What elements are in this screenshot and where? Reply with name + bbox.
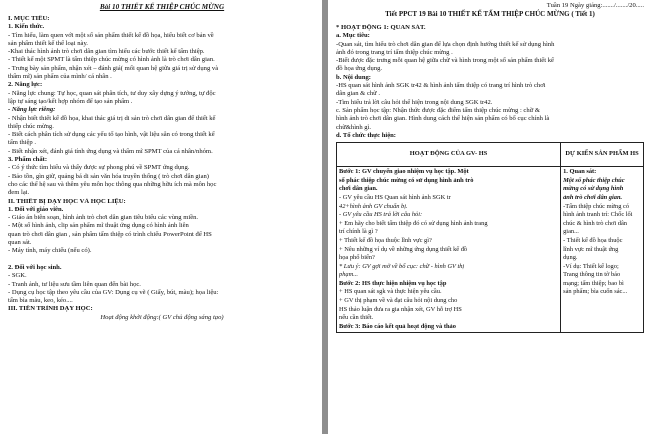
text-line: - Máy tính, máy chiếu (nếu có). <box>8 247 92 255</box>
text-line: Bước 1: GV chuyển giao nhiệm vụ học tập. Một <box>339 168 469 176</box>
text-line: Bước 3: Báo cáo kết quả hoạt động và thảo <box>339 322 456 330</box>
text-line: chúc & hình trò chơi dân <box>563 219 628 227</box>
col-product-header: DỰ KIẾN SẢN PHẨM HS <box>561 143 644 167</box>
text-line: cho các thế hệ sau và thêm yêu môn học thông qua những hữu ích mà môn học <box>8 180 217 188</box>
text-line: - Biết nhận xét, đánh giá tính ứng dụng và thẩm mĩ SPMT của cá nhân/nhóm. <box>8 147 213 155</box>
text-line: mạng; tấm thiệp; bao bì <box>563 279 624 287</box>
left-body <box>8 15 316 322</box>
text-line: 42+hình ảnh GV chuẩn bị. <box>339 202 408 210</box>
lesson-header: Tiết PPCT 19 Bài 10 THIẾT KẾ TẤM THIỆP CHÚC MỪNG ( Tiết 1) <box>385 10 595 18</box>
text-line: - Năng lực chung: Tự học, quan sát phân tích, tư duy xây dựng ý tưởng, tự độc <box>8 89 216 97</box>
text-line: + GV thị phạm về và đạt câu hỏi nội dung cho <box>339 297 458 305</box>
text-line: sản phẩm; bìa cuốn sác... <box>563 288 628 296</box>
text-line: + Nêu những ví dụ về những ứng dụng thiết kế đồ <box>339 245 468 253</box>
text-line: trí chính là gì ? <box>339 228 378 236</box>
activity-table <box>336 142 644 333</box>
text-line: lập tự sáng tạo/kết hợp nhóm để tạo sản phẩm . <box>8 97 133 105</box>
text-line: đem lại. <box>8 189 30 197</box>
text-line: chữ&hình gì. <box>336 123 372 131</box>
lesson-title: Bài 10 THIẾT KẾ THIỆP CHÚC MỪNG <box>99 3 225 11</box>
table-header-row <box>337 143 644 167</box>
text-line: phạm... <box>339 271 358 279</box>
text-line: -Khai thác hình ảnh trò chơi dân gian tìm hiểu các bước thiết kế tấm thiệp. <box>8 48 205 56</box>
text-line: dân gian & chữ . <box>336 90 381 98</box>
text-line: 1. Đối với giáo viên. <box>8 205 64 213</box>
text-line: - GV yêu cầu HS trả lời câu hỏi: <box>339 211 423 219</box>
right-document-page <box>328 0 650 434</box>
text-line: - SGK. <box>8 272 27 280</box>
text-line: thẩm mĩ) sản phẩm của mình/ cá nhân . <box>8 73 112 81</box>
text-line: - Giáo án biên soạn, hình ảnh trò chơi dân gian tiêu biểu các vùng miền. <box>8 214 199 222</box>
text-line: II. THIẾT BỊ DẠY HỌC VÀ HỌC LIỆU: <box>8 197 126 205</box>
text-line: -Tấm thiệp chúc mừng có <box>563 202 630 210</box>
text-line: -Ví dụ: Thiết kế logo; <box>563 262 619 270</box>
text-line: Một số phác thiệp chúc <box>563 176 625 184</box>
text-line: dụng. <box>563 254 578 262</box>
text-line: I. MỤC TIÊU: <box>8 15 50 22</box>
text-line: - Bảo tồn, gìn giữ, quảng bá di sản văn hóa truyền thống ( trò chơi dân gian) <box>8 172 209 180</box>
right-body <box>336 24 644 140</box>
text-line: mừng có sử dụng hình <box>563 185 624 193</box>
text-line: - Thiết kế một SPMT là tấm thiệp chúc mừng có hình ảnh là trò chơi dân gian. <box>8 56 215 64</box>
text-line: họa phổ biến? <box>339 254 375 262</box>
text-line: - Dụng cụ học tập theo yêu cầu của GV: Dụng cụ vẽ ( Giấy, bút, màu); họa liệu: <box>8 288 219 296</box>
text-line: b. Nội dung: <box>336 73 371 81</box>
text-line: gian... <box>563 228 579 236</box>
text-line: quan sát. <box>8 239 32 247</box>
text-line: ảnh đó trong trang trí tấm thiệp chúc mừng . <box>336 48 453 56</box>
text-line: - Tìm hiểu, làm quen với một số sản phẩm thiết kế đồ họa, hiểu biết cơ bản về <box>8 31 214 39</box>
text-line: 3. Phẩm chất: <box>8 156 48 164</box>
text-line: + Thiết kế đồ họa thuộc lĩnh vực gì? <box>339 236 432 244</box>
text-line: ảnh trò chơi dân gian. <box>563 193 623 201</box>
text-line: thiếp chúc mừng. <box>8 122 54 130</box>
text-line: hình ảnh trò chơi dân gian. Hình dung cách thể hiện sản phẩm có bố cục chính là <box>336 115 550 123</box>
text-line: - Một số hình ảnh, clip sản phẩm mĩ thuật ứng dụng có hình ảnh liên <box>8 222 189 230</box>
text-line: chơi dân gian. <box>339 185 378 193</box>
text-line: - Nhận biết thiết kế đồ họa, khai thác giá trị di sản trò chơi dân gian để thiết kế <box>8 114 216 122</box>
text-line: nếu cần thiết. <box>339 314 374 322</box>
text-line: * HOẠT ĐỘNG 1: QUAN SÁT. <box>336 24 426 31</box>
text-line: tấm bìa màu, keo, kéo.... <box>8 297 73 305</box>
text-line: * Lưu ý: GV gợi mở về bố cục: chữ - hình GV thị <box>339 262 465 270</box>
text-line: 2. Đối với học sinh. <box>8 263 62 271</box>
text-line: HS thảo luận đưa ra gia nhận xét, GV hỗ trợ HS <box>339 305 462 313</box>
text-line: -Biết được đặc trưng mỗi quan hệ giữa chữ và hình trong một số sản phẩm thiết kế <box>336 57 554 65</box>
product-cell <box>561 167 644 333</box>
text-line: sản phẩm thiết kế thể loại này. <box>8 39 88 47</box>
text-line: c. Sản phẩm học tập: Nhận thức được đặc điểm tấm thiệp chúc mừng : chữ & <box>336 106 541 114</box>
text-line: lĩnh vực mĩ thuật ứng <box>563 245 619 253</box>
text-line: số phác thiệp chúc mừng có sử dụng hình ảnh trò <box>339 176 474 184</box>
text-line: 2. Năng lực: <box>8 81 43 89</box>
text-line: + HS quan sát sgk và thực hiện yêu cầu. <box>339 288 442 296</box>
table-row <box>337 167 644 333</box>
text-line: -Quan sát, tìm hiểu trò chơi dân gian để lựa chọn định hướng thiết kế sử dụng hình <box>336 40 555 48</box>
text-line: - Thiết kế đồ họa thuộc <box>563 236 623 244</box>
text-line: Bước 2: HS thực hiện nhiệm vụ học tập <box>339 279 447 287</box>
text-line: tấm thiệp . <box>8 139 37 147</box>
activity-cell <box>337 167 561 333</box>
text-line: a. Mục tiêu: <box>336 32 370 40</box>
text-line: đồ họa ứng dụng. <box>336 65 383 73</box>
left-document-page <box>0 0 322 434</box>
text-line: - GV yêu cầu HS Quan sát hình ảnh SGK tr <box>339 193 451 201</box>
text-line: - Năng lực riêng: <box>8 106 56 114</box>
text-line: - Trưng bày sản phẩm, nhận xét – đánh giá( mối quan hệ giữa giá trị sử dụng và <box>8 64 219 72</box>
text-line: Trang thông tin tờ báo <box>563 271 621 279</box>
week-line: Tuần 19 Ngày giảng:......./......./20..... <box>546 2 644 9</box>
text-line: III. TIẾN TRÌNH DẠY HỌC: <box>8 305 93 313</box>
text-line: 1. Quan sát: <box>563 168 597 176</box>
text-line: - Tranh ảnh, tư liệu sưu tầm liên quan đến bài học. <box>8 280 141 288</box>
text-line: quan trò chơi dân gian , sản phẩm tấm thiệp có trình chiếu PowerPoint để HS <box>8 230 212 238</box>
text-line: hình ảnh tranh trí: Chốc lối <box>563 211 633 219</box>
text-line: d. Tổ chức thực hiện: <box>336 131 396 139</box>
col-activity-header: HOẠT ĐỘNG CỦA GV- HS <box>337 143 561 167</box>
text-line: - Biết cách phân tích sử dụng các yếu tố tạo hình, vật liệu sẵn có trong thiết kế <box>8 131 215 139</box>
text-line: Hoạt động khởi động:( GV chủ động sáng tạo) <box>100 313 224 321</box>
text-line <box>8 256 316 264</box>
text-line: -Tìm hiểu trả lời câu hỏi thể hiện trong nội dung SGK tr42. <box>336 98 493 106</box>
text-line: + Em hãy cho biết tấm thiệp đó có sử dụng hình ảnh trang <box>339 219 488 227</box>
text-line: 1. Kiến thức. <box>8 23 45 31</box>
text-line: -HS quan sát hình ảnh SGK tr42 & hình ảnh tấm thiệp có trang trí hình trò chơi <box>336 82 546 90</box>
text-line: - Có ý thức tìm hiểu và thấy được sự phong phú về SPMT ứng dụng. <box>8 164 190 172</box>
